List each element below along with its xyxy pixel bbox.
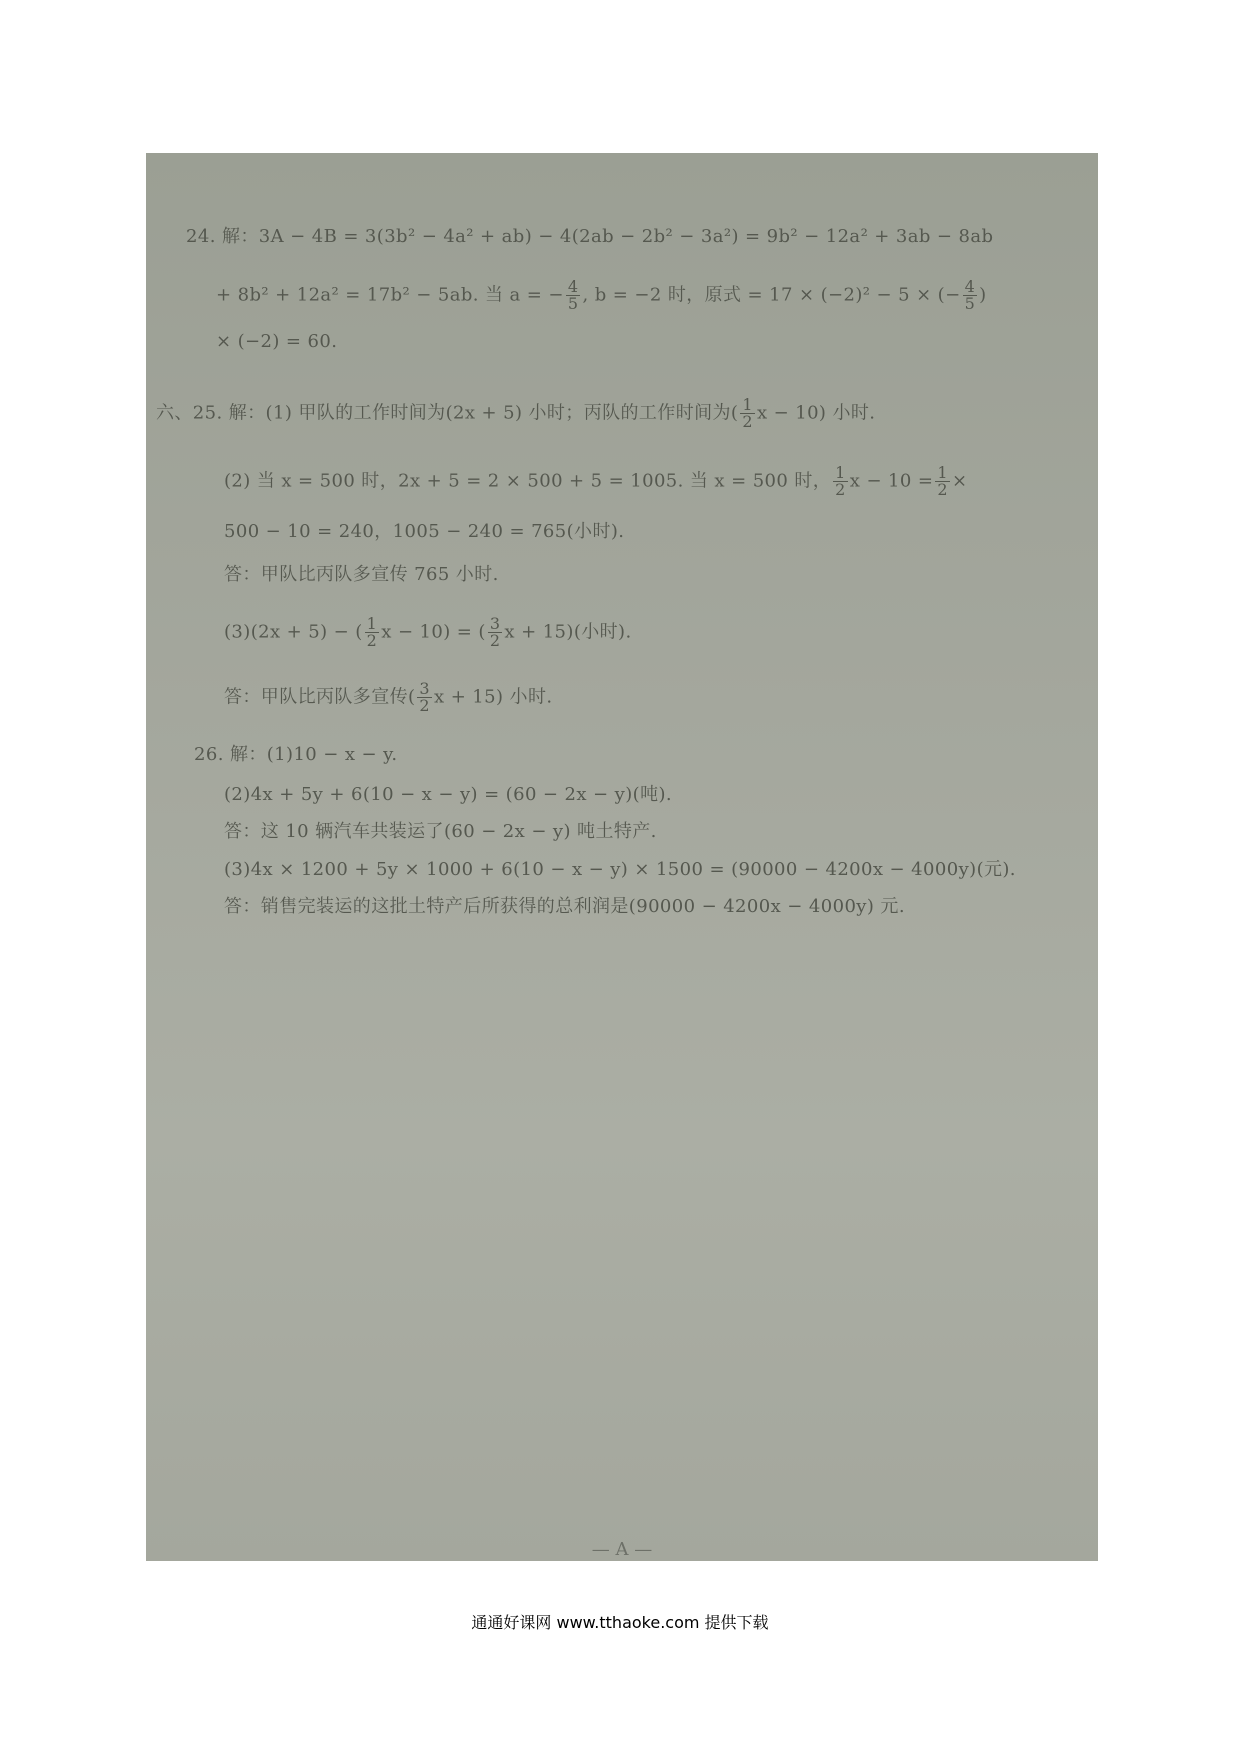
fraction-numerator: 3	[489, 614, 501, 633]
scanned-page-photo	[146, 153, 1098, 1561]
q24-line-2	[216, 279, 987, 312]
q25-line-6-part-a: 答：甲队比丙队多宣传(	[224, 686, 416, 708]
q25-line-5	[224, 616, 632, 649]
fraction	[935, 465, 950, 498]
q25-line-1	[156, 397, 875, 430]
fraction-denominator: 2	[419, 696, 431, 715]
q25-line-5-part-c: x + 15)(小时).	[504, 621, 632, 643]
q25-line-5-part-a: (3)(2x + 5) − (	[224, 621, 363, 643]
q24-line-2-part-a: + 8b² + 12a² = 17b² − 5ab. 当 a = −	[216, 284, 564, 306]
q24-line-2-part-c: )	[979, 284, 987, 306]
fraction-denominator: 2	[366, 631, 378, 650]
q26-line-2: (2)4x + 5y + 6(10 − x − y) = (60 − 2x − y)(吨).	[224, 784, 673, 805]
fraction-numerator: 4	[964, 277, 976, 296]
footer-credit: 通通好课网 www.tthaoke.com 提供下载	[471, 1613, 769, 1632]
page-number: — A —	[591, 1539, 653, 1560]
q25-line-5-part-b: x − 10) = (	[381, 621, 486, 643]
fraction-numerator: 1	[835, 463, 846, 482]
fraction	[963, 279, 978, 312]
fraction	[488, 616, 503, 649]
q25-line-2-part-c: ×	[951, 470, 968, 492]
fraction-denominator: 5	[964, 294, 976, 313]
fraction	[833, 465, 848, 498]
fraction-denominator: 2	[937, 480, 948, 499]
fraction-denominator: 2	[489, 631, 501, 650]
fraction-numerator: 1	[937, 463, 948, 482]
q25-line-6-part-b: x + 15) 小时.	[434, 686, 553, 708]
fraction	[365, 616, 380, 649]
q25-line-1-part-a: 六、25. 解：(1) 甲队的工作时间为(2x + 5) 小时；丙队的工作时间为(	[156, 402, 739, 424]
q26-line-5: 答：销售完装运的这批土特产后所获得的总利润是(90000 − 4200x − 4000y) 元.	[224, 896, 905, 917]
fraction	[417, 681, 432, 714]
q24-line-3: × (−2) = 60.	[216, 331, 338, 352]
fraction-numerator: 3	[419, 679, 431, 698]
fraction	[566, 279, 581, 312]
q24-line-1: 24. 解：3A − 4B = 3(3b² − 4a² + ab) − 4(2ab − 2b² − 3a²) = 9b² − 12a² + 3ab − 8ab	[186, 226, 994, 247]
q25-line-1-part-b: x − 10) 小时.	[756, 402, 876, 424]
fraction-numerator: 4	[567, 277, 579, 296]
q25-line-6	[224, 681, 552, 714]
q26-line-1: 26. 解：(1)10 − x − y.	[194, 744, 398, 765]
fraction-denominator: 2	[742, 412, 753, 431]
fraction-numerator: 1	[742, 395, 753, 414]
fraction-denominator: 2	[835, 480, 846, 499]
q26-line-3: 答：这 10 辆汽车共装运了(60 − 2x − y) 吨土特产.	[224, 821, 657, 842]
q25-line-4: 答：甲队比丙队多宣传 765 小时.	[224, 564, 499, 585]
q25-line-2-part-a: (2) 当 x = 500 时，2x + 5 = 2 × 500 + 5 = 1005. 当 x = 500 时，	[224, 470, 832, 492]
q25-line-2	[224, 465, 967, 498]
fraction-denominator: 5	[567, 294, 579, 313]
q24-line-2-part-b: , b = −2 时，原式 = 17 × (−2)² − 5 × (−	[582, 284, 961, 306]
q25-line-2-part-b: x − 10 =	[849, 470, 934, 492]
q25-line-3: 500 − 10 = 240，1005 − 240 = 765(小时).	[224, 521, 625, 542]
fraction-numerator: 1	[366, 614, 378, 633]
fraction	[740, 397, 755, 430]
q26-line-4: (3)4x × 1200 + 5y × 1000 + 6(10 − x − y) × 1500 = (90000 − 4200x − 4000y)(元).	[224, 859, 1016, 880]
